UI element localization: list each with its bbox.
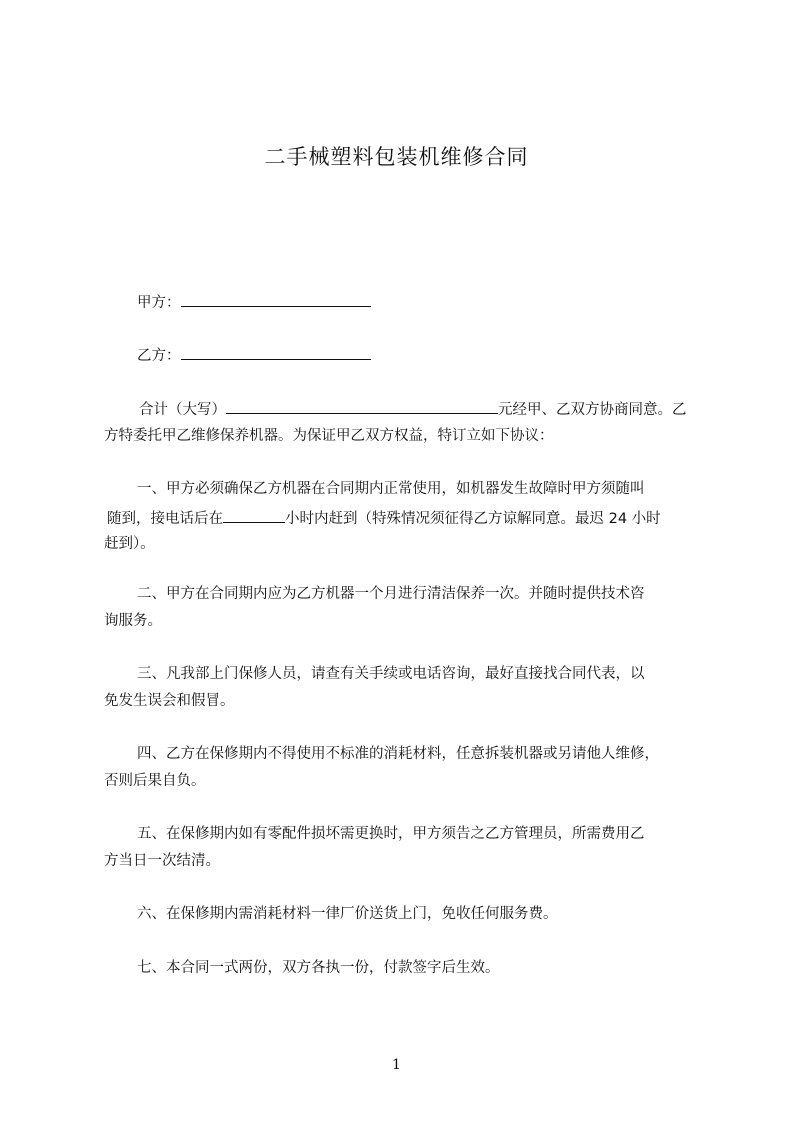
arrival-hours-blank[interactable] xyxy=(223,507,285,523)
total-suffix: 元经甲、乙双方协商同意。乙 xyxy=(498,402,687,418)
clause-6-line-1: 六、在保修期内需消耗材料一律厂价送货上门，免收任何服务费。 xyxy=(137,906,558,922)
party-a-blank[interactable] xyxy=(181,291,371,307)
clause-1-line-3: 赶到）。 xyxy=(104,536,155,552)
page-number: 1 xyxy=(392,1057,401,1073)
party-b-label: 乙方： xyxy=(137,348,181,364)
party-b-blank[interactable] xyxy=(181,344,371,360)
clause-2-line-1: 二、甲方在合同期内应为乙方机器一个月进行清洁保养一次。并随时提供技术咨 xyxy=(137,586,645,602)
total-line-2: 方特委托甲乙维修保养机器。为保证甲乙双方权益，特订立如下协议： xyxy=(104,428,554,444)
document-title: 二手械塑料包装机维修合同 xyxy=(264,145,529,169)
clause-2-line-2: 询服务。 xyxy=(104,613,162,629)
clause-4-line-1: 四、乙方在保修期内不得使用不标准的消耗材料，任意拆装机器或另请他人维修， xyxy=(137,746,659,762)
clause-3-line-1: 三、凡我部上门保修人员，请查有关手续或电话咨询，最好直接找合同代表，以 xyxy=(137,666,645,682)
clause-1-line-2-suffix: 小时内赶到（特殊情况须征得乙方谅解同意。最迟 24 小时 xyxy=(285,511,661,527)
clause-4-line-2: 否则后果自负。 xyxy=(104,773,206,789)
clause-7-line-1: 七、本合同一式两份，双方各执一份，付款签字后生效。 xyxy=(137,960,500,976)
clause-5-line-2: 方当日一次结清。 xyxy=(104,853,220,869)
clause-3-line-2: 免发生误会和假冒。 xyxy=(104,693,235,709)
clause-1-line-2-prefix: 随到，接电话后在 xyxy=(107,511,223,527)
clause-1-line-1: 一、甲方必须确保乙方机器在合同期内正常使用，如机器发生故障时甲方须随叫 xyxy=(137,481,645,497)
total-prefix: 合计（大写） xyxy=(139,402,226,418)
clause-1-line-2 xyxy=(107,507,661,529)
total-amount-blank[interactable] xyxy=(226,398,498,414)
total-line-1 xyxy=(139,398,687,420)
party-b-line xyxy=(137,344,371,366)
party-a-line xyxy=(137,291,371,313)
clause-5-line-1: 五、在保修期内如有零配件损坏需更换时，甲方须告之乙方管理员，所需费用乙 xyxy=(137,826,645,842)
party-a-label: 甲方： xyxy=(137,295,181,311)
